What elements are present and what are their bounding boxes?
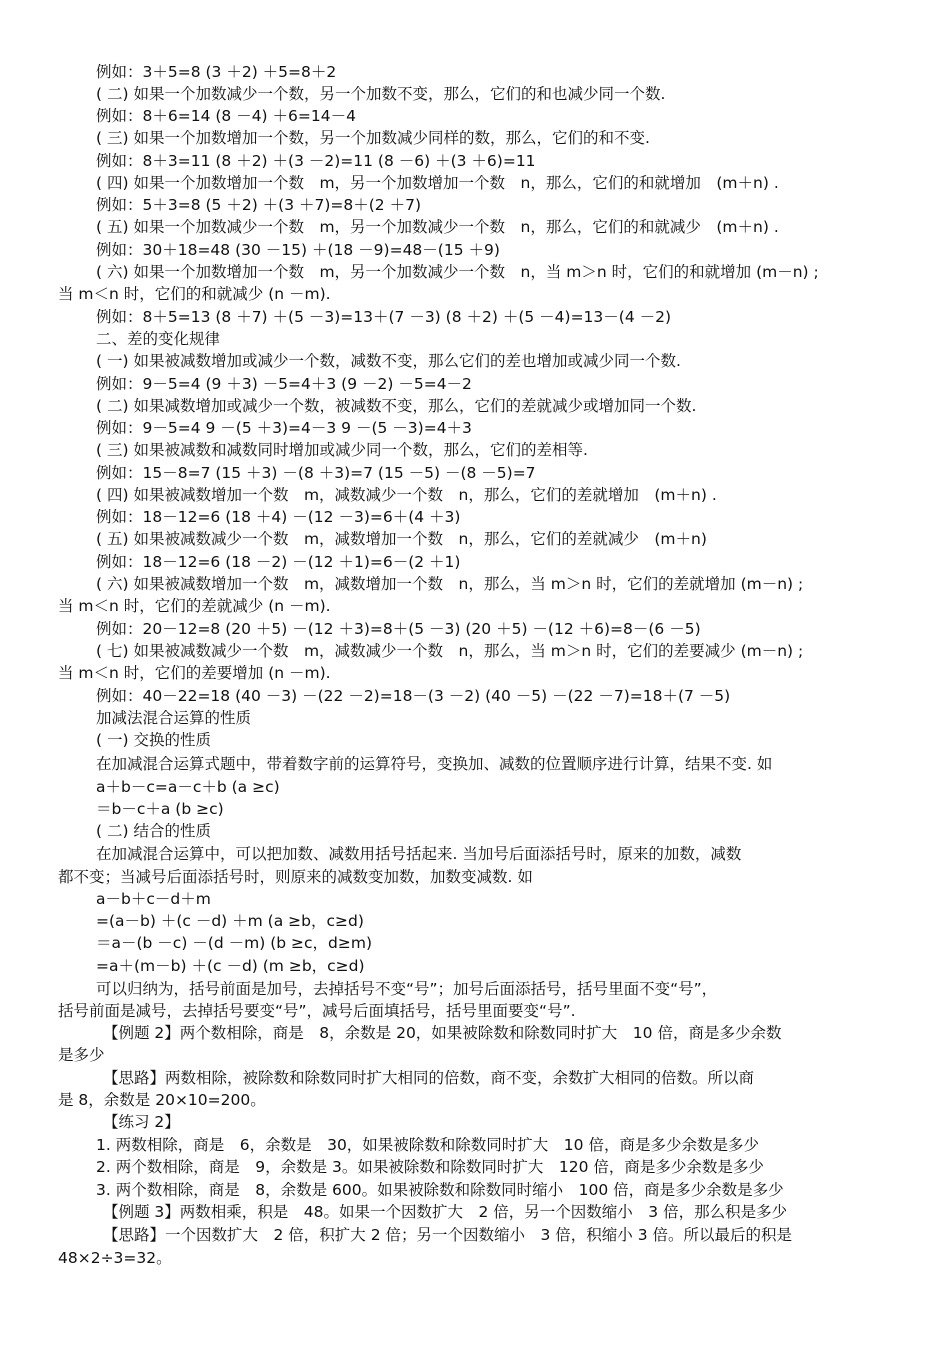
text-line: 都不变；当减号后面添括号时，则原来的减数变加数，加数变减数. 如 <box>58 868 533 886</box>
example-line: 【例题 2】两个数相除，商是 8，余数是 20，如果被除数和除数同时扩大 10 倍，商是多少余数 <box>103 1024 782 1042</box>
text-line: 例如：8＋3=11 (8 ＋2) ＋(3 －2)=11 (8 －6) ＋(3 ＋6)=11 <box>96 152 536 170</box>
section-heading: 加减法混合运算的性质 <box>96 709 252 727</box>
formula-line: a＋b－c=a－c＋b (a ≥c) <box>96 778 280 796</box>
example-line: 【例题 3】两数相乘，积是 48。如果一个因数扩大 2 倍，另一个因数缩小 3 倍，那么积是多少 <box>103 1203 788 1221</box>
exercise-heading: 【练习 2】 <box>103 1113 180 1131</box>
text-line: 是 8，余数是 20×10=200。 <box>58 1091 266 1109</box>
text-line: ( 二) 结合的性质 <box>96 822 211 840</box>
text-line: ( 五) 如果被减数减少一个数 m，减数增加一个数 n，那么，它们的差就减少 (m＋n) <box>96 530 707 548</box>
exercise-item: 3. 两个数相除，商是 8，余数是 600。如果被除数和除数同时缩小 100 倍，商是多少余数是多少 <box>96 1181 784 1199</box>
formula-line: =(a－b) ＋(c －d) ＋m (a ≥b，c≥d) <box>96 912 364 930</box>
text-line: 括号前面是减号，去掉括号要变“号”，减号后面填括号，括号里面要变“号”. <box>58 1002 576 1020</box>
section-heading: 二、差的变化规律 <box>96 330 221 348</box>
text-line: 【思路】一个因数扩大 2 倍，积扩大 2 倍；另一个因数缩小 3 倍，积缩小 3 倍。所以最后的积是 <box>103 1226 793 1244</box>
formula-line: =a＋(m－b) ＋(c －d) (m ≥b，c≥d) <box>96 957 365 975</box>
text-line: ( 一) 如果被减数增加或减少一个数，减数不变，那么它们的差也增加或减少同一个数. <box>96 352 681 370</box>
text-line: ( 二) 如果一个加数减少一个数，另一个加数不变，那么，它们的和也减少同一个数. <box>96 85 666 103</box>
formula-line: ＝a－(b －c) －(d －m) (b ≥c，d≥m) <box>96 934 372 952</box>
text-line: ( 一) 交换的性质 <box>96 731 211 749</box>
text-line: ( 四) 如果被减数增加一个数 m，减数减少一个数 n，那么，它们的差就增加 (m＋n) . <box>96 486 717 504</box>
text-line: 当 m＜n 时，它们的差要增加 (n －m). <box>58 664 331 682</box>
text-line: 48×2÷3=32。 <box>58 1249 172 1267</box>
text-line: 例如：8＋6=14 (8 －4) ＋6=14－4 <box>96 107 356 125</box>
text-line: 在加减混合运算式题中，带着数字前的运算符号，变换加、减数的位置顺序进行计算，结果不变. 如 <box>96 755 773 773</box>
text-line: 当 m＜n 时，它们的和就减少 (n －m). <box>58 285 331 303</box>
text-line: 例如：20－12=8 (20 ＋5) －(12 ＋3)=8＋(5 －3) (20 ＋5) －(12 ＋6)=8－(6 －5) <box>96 620 701 638</box>
text-line: ( 六) 如果被减数增加一个数 m，减数增加一个数 n，那么，当 m＞n 时，它们的差就增加 (m－n) ; <box>96 575 804 593</box>
exercise-item: 2. 两个数相除，商是 9，余数是 3。如果被除数和除数同时扩大 120 倍，商是多少余数是多少 <box>96 1158 764 1176</box>
text-line: 当 m＜n 时，它们的差就减少 (n －m). <box>58 597 331 615</box>
text-line: ( 四) 如果一个加数增加一个数 m，另一个加数增加一个数 n，那么，它们的和就增加 (m＋n) . <box>96 174 779 192</box>
exercise-item: 1. 两数相除，商是 6，余数是 30，如果被除数和除数同时扩大 10 倍，商是多少余数是多少 <box>96 1136 759 1154</box>
text-line: 例如：40－22=18 (40 －3) －(22 －2)=18－(3 －2) (40 －5) －(22 －7)=18＋(7 －5) <box>96 687 731 705</box>
formula-line: a－b＋c－d＋m <box>96 890 211 908</box>
text-line: ( 五) 如果一个加数减少一个数 m，另一个加数减少一个数 n，那么，它们的和就减少 (m＋n) . <box>96 218 779 236</box>
text-line: ( 二) 如果减数增加或减少一个数，被减数不变，那么，它们的差就减少或增加同一个数. <box>96 397 697 415</box>
text-line: ( 七) 如果被减数减少一个数 m，减数减少一个数 n，那么，当 m＞n 时，它们的差要减少 (m－n) ; <box>96 642 804 660</box>
text-line: ( 六) 如果一个加数增加一个数 m，另一个加数减少一个数 n，当 m＞n 时，它们的和就增加 (m－n) ; <box>96 263 819 281</box>
text-line: 例如：3＋5=8 (3 ＋2) ＋5=8＋2 <box>96 63 337 81</box>
text-line: 可以归纳为，括号前面是加号，去掉括号不变“号”；加号后面添括号，括号里面不变“号”， <box>96 980 718 998</box>
text-line: 例如：15－8=7 (15 ＋3) －(8 ＋3)=7 (15 －5) －(8 －5)=7 <box>96 464 536 482</box>
text-line: 例如：9－5=4 (9 ＋3) －5=4＋3 (9 －2) －5=4－2 <box>96 375 472 393</box>
text-line: 例如：5＋3=8 (5 ＋2) ＋(3 ＋7)=8＋(2 ＋7) <box>96 196 422 214</box>
text-line: 例如：30＋18=48 (30 －15) ＋(18 －9)=48－(15 ＋9) <box>96 241 500 259</box>
text-line: ( 三) 如果一个加数增加一个数，另一个加数减少同样的数，那么，它们的和不变. <box>96 129 650 147</box>
text-line: 【思路】两数相除，被除数和除数同时扩大相同的倍数，商不变，余数扩大相同的倍数。所以商 <box>103 1069 755 1087</box>
text-line: 例如：9－5=4 9 －(5 ＋3)=4－3 9 －(5 －3)=4＋3 <box>96 419 472 437</box>
text-line: 例如：18－12=6 (18 －2) －(12 ＋1)=6－(2 ＋1) <box>96 553 461 571</box>
text-line: 例如：18－12=6 (18 ＋4) －(12 －3)=6＋(4 ＋3) <box>96 508 461 526</box>
text-line: ( 三) 如果被减数和减数同时增加或减少同一个数，那么，它们的差相等. <box>96 441 588 459</box>
text-line: 在加减混合运算中，可以把加数、减数用括号括起来. 当加号后面添括号时，原来的加数，减数 <box>96 845 742 863</box>
text-line: 是多少 <box>58 1046 105 1064</box>
text-line: 例如：8＋5=13 (8 ＋7) ＋(5 －3)=13＋(7 －3) (8 ＋2) ＋(5 －4)=13－(4 －2) <box>96 308 672 326</box>
formula-line: ＝b－c＋a (b ≥c) <box>96 800 224 818</box>
